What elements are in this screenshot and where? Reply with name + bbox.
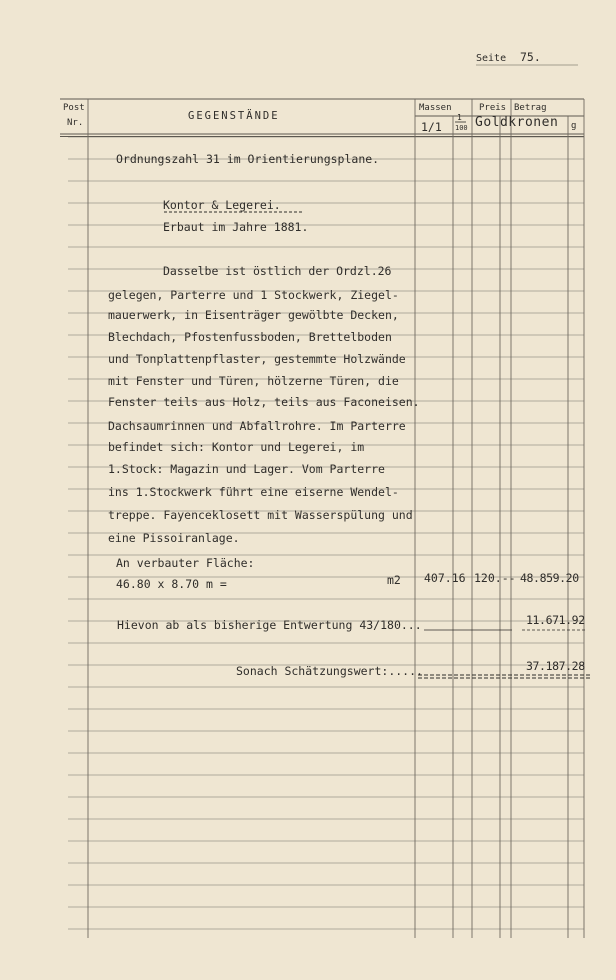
seite-label: Seite (476, 53, 507, 64)
header-betrag: Betrag (514, 103, 547, 113)
description-line: ins 1.Stockwerk führt eine eiserne Wendel- (108, 485, 399, 499)
description-line: treppe. Fayenceklosett mit Wasserspülung und (108, 508, 413, 522)
description-line: befindet sich: Kontor und Legerei, im (108, 440, 365, 454)
header-preis: Preis (479, 103, 507, 113)
calc-line: 46.80 x 8.70 m = (116, 577, 227, 591)
description-line: Dachsaumrinnen und Abfallrohre. Im Parterre (108, 419, 406, 433)
betrag-1: 48.859.20 (520, 571, 579, 585)
description-line: Blechdach, Pfostenfussboden, Brettelboden (108, 330, 392, 344)
seite-number: 75. (520, 50, 541, 64)
description-line: gelegen, Parterre und 1 Stockwerk, Ziegel- (108, 288, 399, 302)
betrag-3: 37.187.28 (526, 659, 585, 673)
price-value: 120.-- (474, 571, 516, 585)
erbaut-line: Erbaut im Jahre 1881. (163, 220, 309, 234)
header-col-1-1: 1/1 (421, 120, 442, 134)
building-title: Kontor & Legerei. (163, 198, 281, 212)
header-fraction-den: 100 (455, 124, 468, 132)
header-g: g (571, 121, 577, 131)
header-fraction-num: 1 (457, 113, 462, 122)
ordnungszahl: Ordnungszahl 31 im Orientierungsplane. (116, 152, 380, 166)
description-line: 1.Stock: Magazin und Lager. Vom Parterre (108, 462, 385, 476)
description-line: eine Pissoiranlage. (108, 531, 240, 545)
mass-value: 407.16 (424, 571, 466, 585)
header-post: Post (63, 103, 85, 113)
betrag-2: 11.671.92 (526, 613, 585, 627)
hievon-line: Hievon ab als bisherige Entwertung 43/180... (117, 618, 422, 632)
description-line: mit Fenster und Türen, hölzerne Türen, die (108, 374, 399, 388)
header-gegenstaende: GEGENSTÄNDE (188, 110, 280, 122)
verbaute-label: An verbauter Fläche: (116, 556, 255, 570)
header-goldkronen: Goldkronen (475, 115, 559, 130)
sonach-line: Sonach Schätzungswert:..... (236, 664, 423, 678)
unit-m2: m2 (387, 573, 401, 587)
header-massen: Massen (419, 103, 452, 113)
description-line: Fenster teils aus Holz, teils aus Faconeisen. (108, 395, 420, 409)
description-line: Dasselbe ist östlich der Ordzl.26 (163, 264, 392, 278)
description-line: und Tonplattenpflaster, gestemmte Holzwände (108, 352, 406, 366)
description-line: mauerwerk, in Eisenträger gewölbte Decken, (108, 308, 399, 322)
header-nr: Nr. (67, 118, 84, 128)
